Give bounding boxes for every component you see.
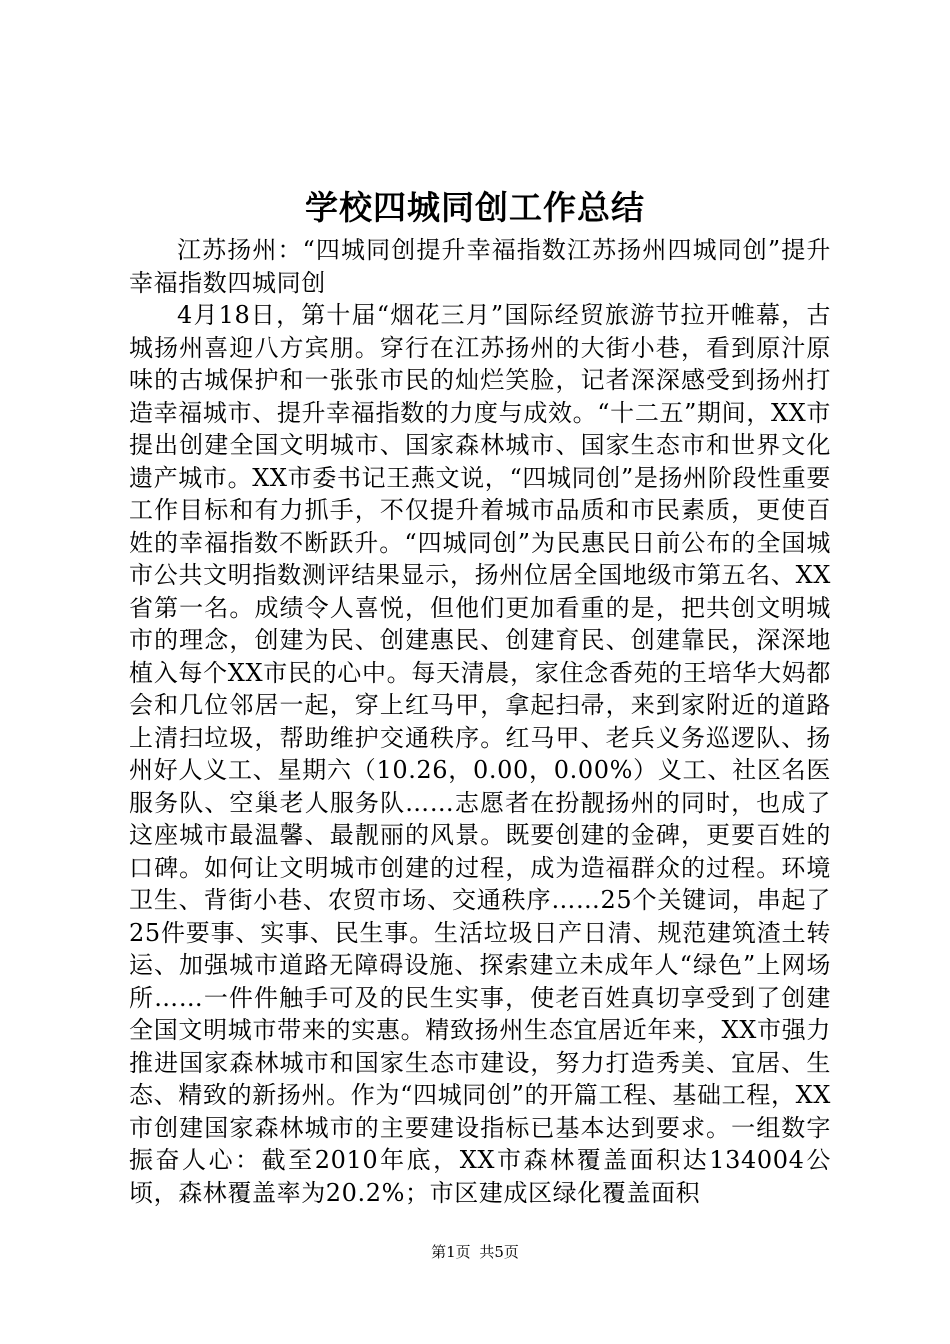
paragraph-main: 4月18日，第十届“烟花三月”国际经贸旅游节拉开帷幕，古城扬州喜迎八方宾朋。穿行在江苏扬州的大街小巷，看到原汁原味的古城保护和一张张市民的灿烂笑脸，记者深深感受到扬州打造幸福城市、提升幸福指数的力度与成效。“十二五”期间，XX市提出创建全国文明城市、国家森林城市、国家生态市和世界文化遗产城市。XX市委书记王燕文说，“四城同创”是扬州阶段性重要工作目标和有力抓手，不仅提升着城市品质和市民素质，更使百姓的幸福指数不断跃升。“四城同创”为民惠民日前公布的全国城市公共文明指数测评结果显示，扬州位居全国地级市第五名、XX省第一名。成绩令人喜悦，但他们更加看重的是，把共创文明城市的理念，创建为民、创建惠民、创建育民、创建靠民，深深地植入每个XX市民的心中。每天清晨，家住念香苑的王培华大妈都会和几位邻居一起，穿上红马甲，拿起扫帚，来到家附近的道路上清扫垃圾，帮助维护交通秩序。红马甲、老兵义务巡逻队、扬州好人义工、星期六（10.26，0.00，0.00%）义工、社区名医服务队、空巢老人服务队……志愿者在扮靓扬州的同时，也成了这座城市最温馨、最靓丽的风景。既要创建的金碑，更要百姓的口碑。如何让文明城市创建的过程，成为造福群众的过程。环境卫生、背街小巷、农贸市场、交通秩序……25个关键词，串起了25件要事、实事、民生事。生活垃圾日产日清、规范建筑渣土转运、加强城市道路无障碍设施、探索建立未成年人“绿色”上网场所……一件件触手可及的民生实事，使老百姓真切享受到了创建全国文明城市带来的实惠。精致扬州生态宜居近年来，XX市强力推进国家森林城市和国家生态市建设，努力打造秀美、宜居、生态、精致的新扬州。作为“四城同创”的开篇工程、基础工程，XX市创建国家森林城市的主要建设指标已基本达到要求。一组数字振奋人心：截至2010年底，XX市森林覆盖面积达134004公顷，森林覆盖率为20.2%；市区建成区绿化覆盖面积 [129, 301, 831, 1207]
page-number: 第1页 [431, 1243, 471, 1261]
paragraph-intro: 江苏扬州：“四城同创提升幸福指数江苏扬州四城同创”提升幸福指数四城同创 [129, 236, 831, 297]
page-total: 共5页 [479, 1243, 519, 1261]
page-footer [0, 1241, 950, 1263]
document-body [129, 234, 831, 1209]
document-title: 学校四城同创工作总结 [305, 188, 645, 227]
